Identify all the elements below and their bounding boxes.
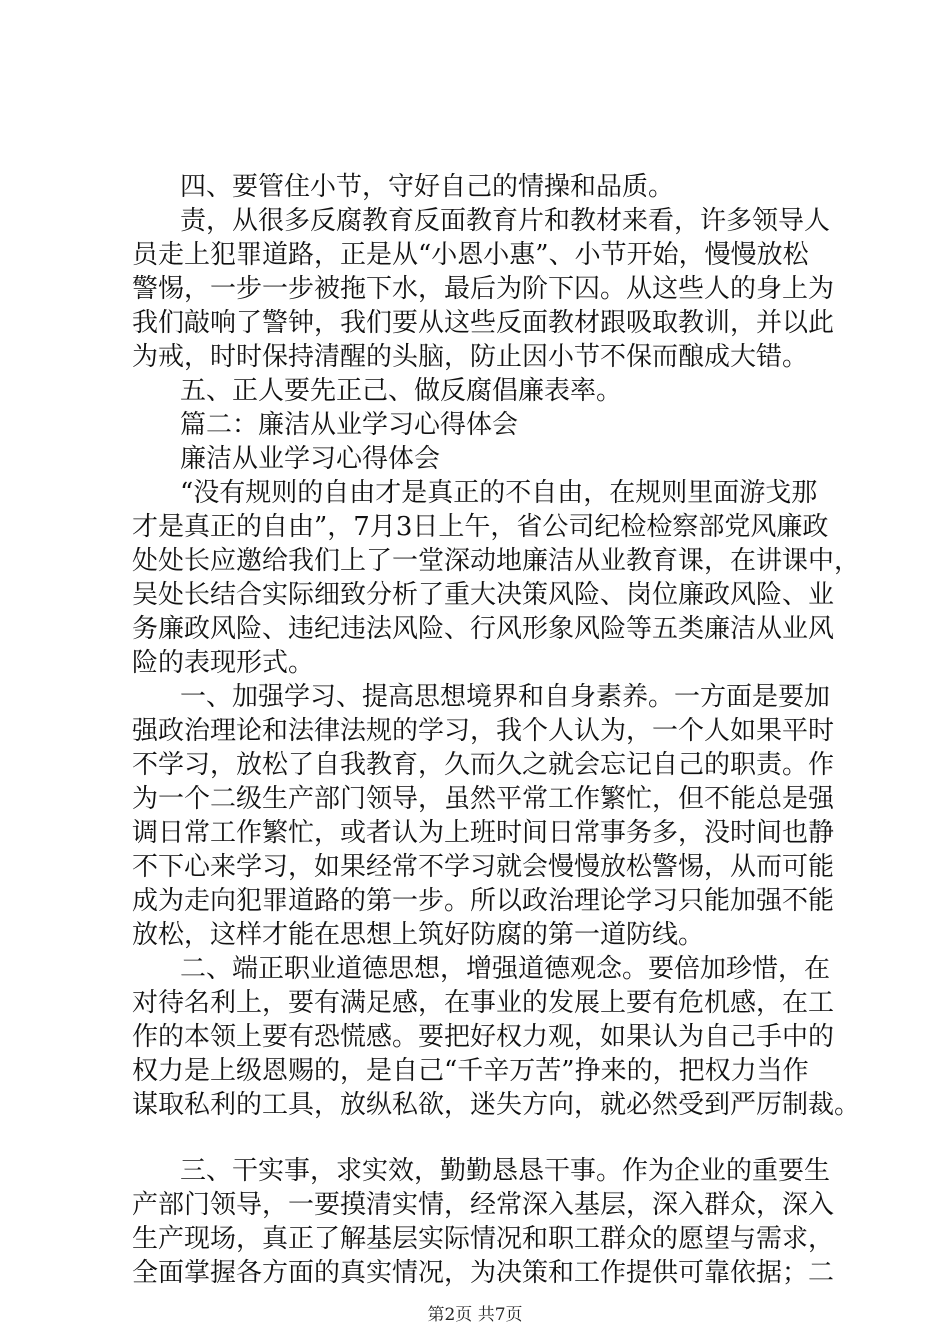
text-line: 作的本领上要有恐慌感。要把好权力观，如果认为自己手中的 <box>132 1022 835 1052</box>
text-line: 务廉政风险、违纪违法风险、行风形象风险等五类廉洁从业风 <box>132 614 835 644</box>
text-line: 全面掌握各方面的真实情况，为决策和工作提供可靠依据；二 <box>132 1258 835 1288</box>
text-line: 谋取私利的工具，放纵私欲，迷失方向，就必然受到严厉制裁。 <box>132 1090 861 1120</box>
text-line: 篇二：廉洁从业学习心得体会 <box>180 410 519 440</box>
text-line: 成为走向犯罪道路的第一步。所以政治理论学习只能加强不能 <box>132 886 835 916</box>
text-line: 为戒，时时保持清醒的头脑，防止因小节不保而酿成大错。 <box>132 342 809 372</box>
text-line: 调日常工作繁忙，或者认为上班时间日常事务多，没时间也静 <box>132 818 835 848</box>
text-line: 二、端正职业道德思想，增强道德观念。要倍加珍惜，在 <box>180 954 831 984</box>
text-line: 权力是上级恩赐的，是自己“千辛万苦”挣来的，把权力当作 <box>132 1056 809 1086</box>
text-line: 警惕，一步一步被拖下水，最后为阶下囚。从这些人的身上为 <box>132 274 835 304</box>
text-line: “没有规则的自由才是真正的不自由，在规则里面游戈那 <box>180 478 818 508</box>
text-line: 五、正人要先正己、做反腐倡廉表率。 <box>180 376 623 406</box>
text-line: 处处长应邀给我们上了一堂深动地廉洁从业教育课，在讲课中， <box>132 546 861 576</box>
text-line: 不下心来学习，如果经常不学习就会慢慢放松警惕，从而可能 <box>132 852 835 882</box>
text-line: 生产现场，真正了解基层实际情况和职工群众的愿望与需求， <box>132 1224 835 1254</box>
page-number-footer: 第2页 共7页 <box>427 1305 523 1325</box>
text-line: 放松，这样才能在思想上筑好防腐的第一道防线。 <box>132 920 705 950</box>
text-line: 为一个二级生产部门领导，虽然平常工作繁忙，但不能总是强 <box>132 784 835 814</box>
text-line: 责，从很多反腐教育反面教育片和教材来看，许多领导人 <box>180 206 831 236</box>
text-line: 产部门领导，一要摸清实情，经常深入基层，深入群众，深入 <box>132 1190 835 1220</box>
text-line: 强政治理论和法律法规的学习，我个人认为，一个人如果平时 <box>132 716 835 746</box>
text-line: 吴处长结合实际细致分析了重大决策风险、岗位廉政风险、业 <box>132 580 835 610</box>
text-line: 一、加强学习、提高思想境界和自身素养。一方面是要加 <box>180 682 831 712</box>
text-line: 我们敲响了警钟，我们要从这些反面教材跟吸取教训，并以此 <box>132 308 835 338</box>
text-line: 廉洁从业学习心得体会 <box>180 444 441 474</box>
text-line: 险的表现形式。 <box>132 648 315 678</box>
text-line: 三、干实事，求实效，勤勤恳恳干事。作为企业的重要生 <box>180 1156 831 1186</box>
text-line: 员走上犯罪道路，正是从“小恩小惠”、小节开始，慢慢放松 <box>132 240 809 270</box>
text-line: 对待名利上，要有满足感，在事业的发展上要有危机感，在工 <box>132 988 835 1018</box>
text-line: 四、要管住小节，守好自己的情操和品质。 <box>180 172 675 202</box>
text-line: 才是真正的自由”，7月3日上午，省公司纪检检察部党风廉政 <box>132 512 829 542</box>
text-line: 不学习，放松了自我教育，久而久之就会忘记自己的职责。作 <box>132 750 835 780</box>
